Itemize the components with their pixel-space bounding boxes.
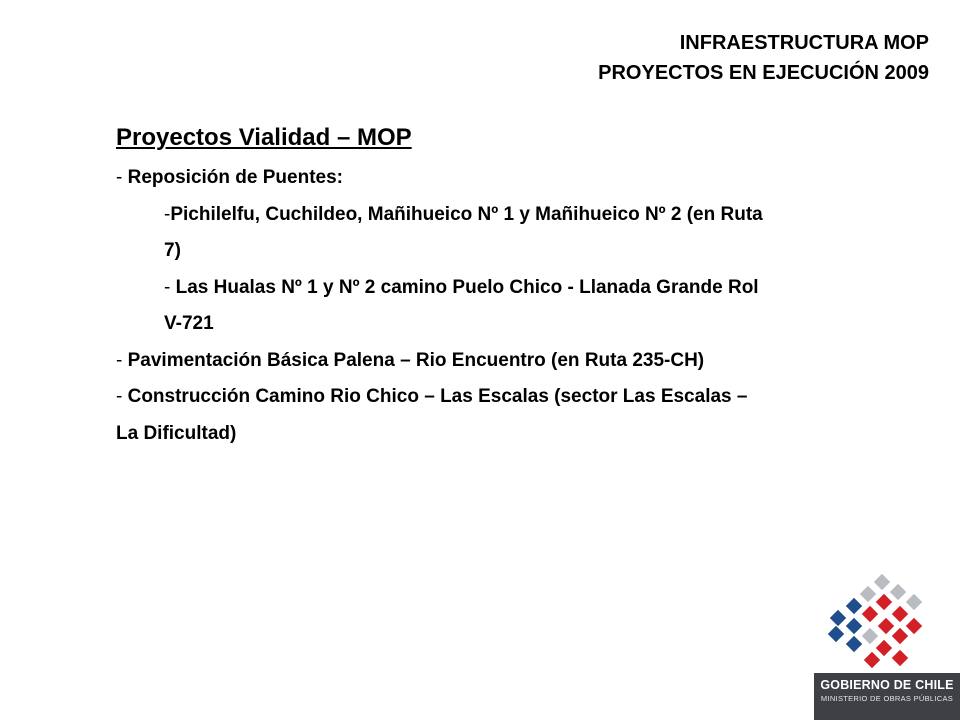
logo-cube	[875, 639, 893, 657]
logo-cubes-icon	[814, 570, 960, 680]
logo-cube	[859, 585, 877, 603]
logo-cube	[827, 625, 845, 643]
logo-text-gobierno: GOBIERNO DE CHILE	[820, 678, 954, 692]
logo-text-ministerio: MINISTERIO DE OBRAS PÚBLICAS	[820, 694, 954, 703]
logo-cube	[863, 651, 881, 669]
logo-cube	[845, 635, 863, 653]
list-subitem	[116, 270, 926, 307]
content	[116, 116, 926, 452]
list-item	[116, 379, 926, 416]
logo-cube	[873, 573, 891, 591]
list-subitem-continued	[116, 306, 926, 343]
logo-cube	[829, 609, 847, 627]
list-item-text: Reposición de Puentes:	[127, 167, 343, 188]
logo-cube	[875, 593, 893, 611]
logo-cube	[845, 597, 863, 615]
list-item-text: Construcción Camino Rio Chico – Las Escalas (sector Las Escalas –	[127, 386, 748, 407]
section-title: Proyectos Vialidad – MOP	[116, 124, 412, 151]
logo-cube	[877, 617, 895, 635]
list-subitem	[116, 197, 926, 234]
list-item-text: Pichilelfu, Cuchildeo, Mañihueico Nº 1 y Mañihueico Nº 2 (en Ruta	[170, 203, 763, 225]
list-item-text: 7)	[164, 240, 181, 261]
list-subitem-continued	[116, 233, 926, 270]
list-dash: -	[116, 386, 128, 407]
logo-cube	[891, 627, 909, 645]
list-item-text: V-721	[164, 313, 214, 334]
list-dash: -	[116, 349, 128, 371]
header-title: INFRAESTRUCTURA MOP	[679, 32, 929, 54]
logo-cube	[891, 649, 909, 667]
logo-cube	[905, 593, 923, 611]
list-item-text: Las Hualas Nº 1 y Nº 2 camino Puelo Chico - Llanada Grande Rol	[175, 276, 759, 298]
list-dash: -	[164, 203, 171, 225]
list-item-text: La Dificultad)	[116, 422, 237, 444]
list-dash: -	[116, 167, 128, 188]
logo-cube	[861, 605, 879, 623]
logo-cube	[845, 617, 863, 635]
list-item-continued	[116, 416, 926, 453]
header	[598, 28, 929, 88]
list-dash: -	[164, 276, 176, 298]
logo-cube	[889, 583, 907, 601]
logo-cube	[905, 617, 923, 635]
logo-cube	[891, 605, 909, 623]
gobierno-de-chile-logo	[814, 570, 960, 720]
list-item	[116, 160, 926, 197]
list-item-text: Pavimentación Básica Palena – Rio Encuentro (en Ruta 235-CH)	[127, 349, 705, 371]
list-item	[116, 343, 926, 380]
logo-cube	[861, 627, 879, 645]
header-subtitle: PROYECTOS EN EJECUCIÓN 2009	[598, 62, 929, 84]
